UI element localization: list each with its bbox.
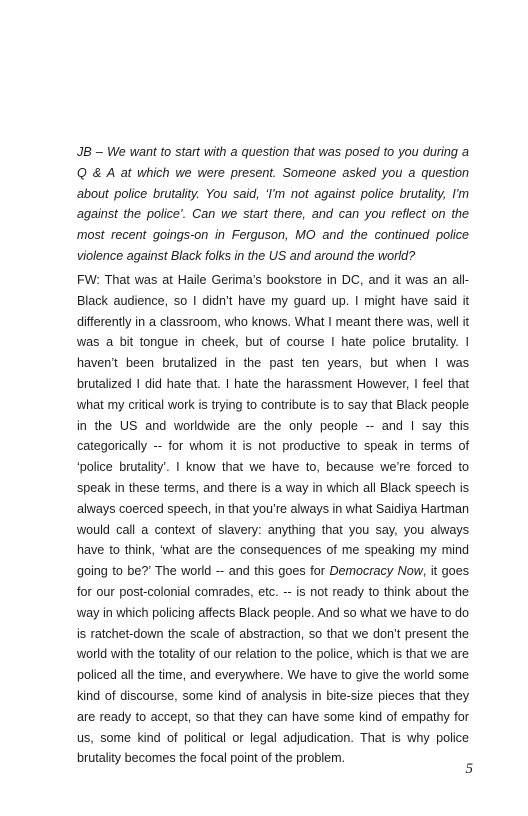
answer-text-part-2: , it goes for our post-colonial comrades, etc. -- is not ready to think about the way in which policing affects Black people. And so what we have to do is ratchet-down the scale of abstraction, so that we don’t present the world with the totality of our relation to the police, which is that we are policed all the time, and everywhere. We have to give the world some kind of discourse, some kind of analysis in bite-size pieces that they are ready to accept, so that they can have some kind of empathy for us, some kind of political or legal adjudication. That is why police brutality becomes the focal point of the problem. — [77, 564, 469, 766]
page-number: 5 — [465, 761, 473, 777]
answer-text-part-1: FW: That was at Haile Gerima’s bookstore in DC, and it was an all-Black audience, so I didn’t have my guard up. I might have said it differently in a classroom, who knows. What I meant there was, well it was a bit tongue in cheek, but of course I hate police brutality. I haven’t been brutalized in the past ten years, but when I was brutalized I did hate that. I hate the harassment However, I feel that what my critical work is trying to contribute is to say that Black people in the US and worldwide are the only people -- and I say this categorically -- for whom it is not productive to speak in terms of ‘police brutality’. I know that we have to, because we’re forced to speak in these terms, and there is a way in which all Black speech is always coerced speech, in that you’re always in what Saidiya Hartman would call a context of slavery: anything that you say, you always have to think, ‘what are the consequences of me speaking my mind going to be?’ The world -- and this goes for — [77, 273, 469, 579]
answer-emphasis-title: Democracy Now — [329, 564, 423, 579]
interview-answer — [77, 270, 469, 769]
interview-question: JB – We want to start with a question that was posed to you during a Q & A at which we were present. Someone asked you a question about police brutality. You said, ‘I’m not against police brutality, I’m against the police’. Can we start there, and can you reflect on the most recent goings-on in Ferguson, MO and the continued police violence against Black folks in the US and around the world? — [77, 145, 469, 263]
